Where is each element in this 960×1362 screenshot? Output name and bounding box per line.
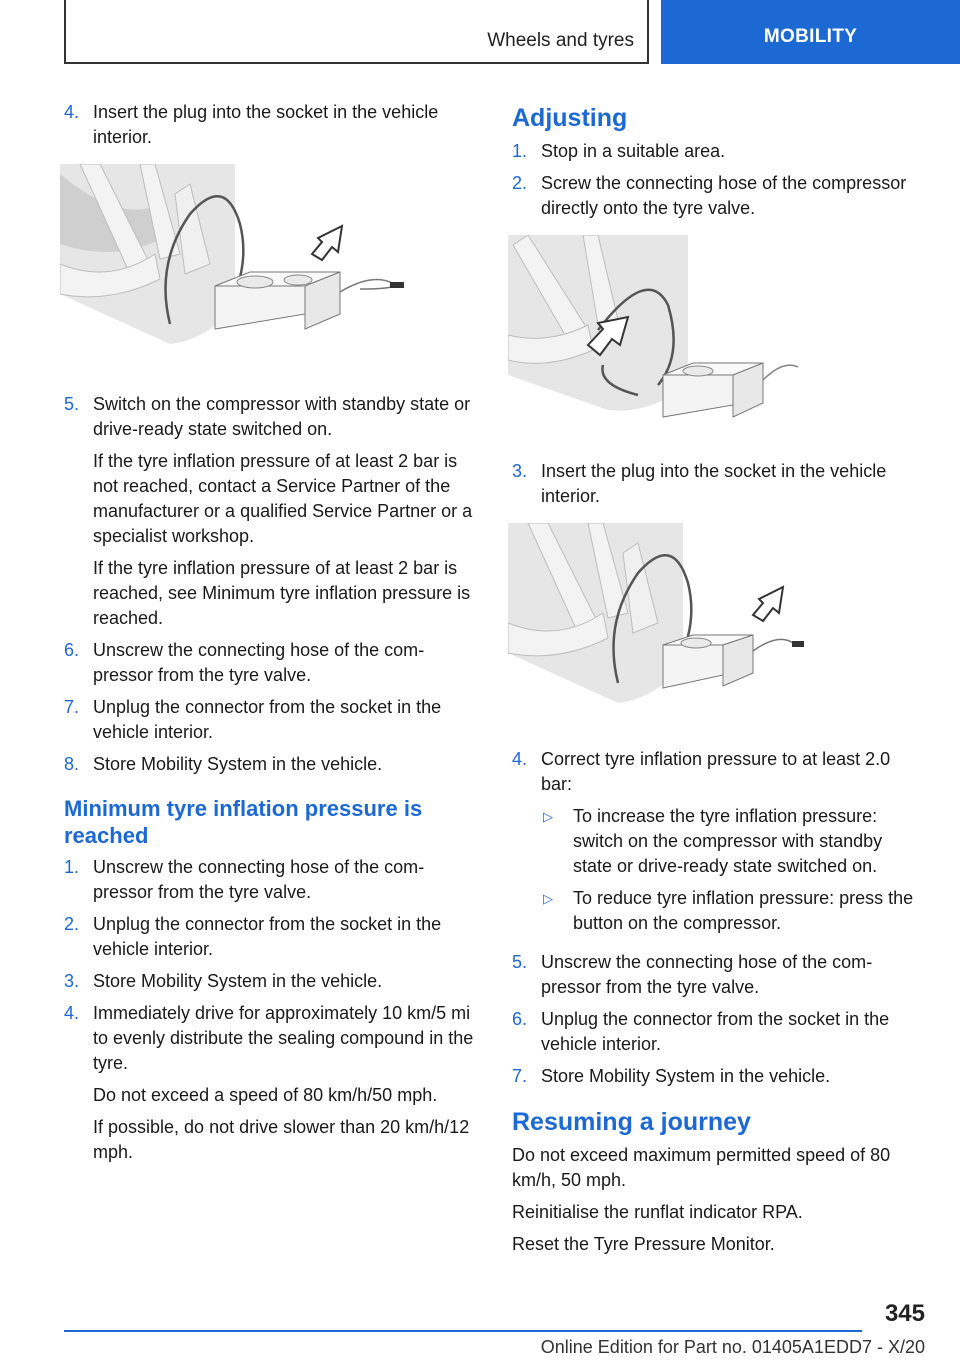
triangle-bullet-icon: ▷: [543, 891, 553, 906]
step-item: [64, 392, 478, 631]
step-number: 2.: [64, 914, 80, 934]
step-number: 7.: [512, 1066, 528, 1086]
step-number: 4.: [512, 749, 528, 769]
step-item: [64, 100, 478, 150]
step-item: [64, 752, 478, 777]
step-item: [512, 747, 920, 943]
step-note: If possible, do not drive slower than 20 km/h/12 mph.: [93, 1117, 470, 1162]
step-number: 3.: [64, 971, 80, 991]
step-number: 6.: [512, 1009, 528, 1029]
step-number: 5.: [64, 394, 80, 414]
step-note: Do not exceed a speed of 80 km/h/50 mph.: [93, 1085, 438, 1105]
step-text: Insert the plug into the socket in the vehicle interior.: [541, 461, 887, 506]
step-note: If the tyre inflation pressure of at least 2 bar is not reached, contact a Service Partner of the manufacturer or a qualified Service Partner or a specialist workshop.: [93, 451, 473, 546]
step-number: 1.: [64, 857, 80, 877]
section-heading-adjusting: Adjusting: [512, 104, 628, 132]
page-number: 345: [884, 1300, 925, 1327]
step-number: 7.: [64, 697, 80, 717]
step-item: [64, 855, 478, 905]
footer-edition: Online Edition for Part no. 01405A1EDD7 - X/20: [540, 1337, 925, 1357]
step-text: Screw the connecting hose of the compressor directly onto the tyre valve.: [541, 173, 907, 218]
step-number: 6.: [64, 640, 80, 660]
step-text: Store Mobility System in the vehicle.: [93, 971, 383, 991]
footer-divider: [64, 1330, 862, 1332]
resume-paragraph: Reinitialise the runflat indicator RPA.: [512, 1202, 803, 1222]
step-item: [64, 969, 478, 994]
bullet-item: [541, 886, 920, 936]
step-text: Unscrew the connecting hose of the compressor from the tyre valve.: [541, 952, 873, 997]
compressor-plug-illustration: [508, 523, 808, 723]
resume-paragraph: Reset the Tyre Pressure Monitor.: [512, 1234, 775, 1254]
step-item: [512, 139, 920, 164]
bullet-text: To reduce tyre inflation pressure: press the button on the compressor.: [573, 888, 914, 933]
bullet-item: [541, 804, 920, 879]
step-text: Correct tyre inflation pressure to at least 2.0 bar:: [541, 749, 891, 794]
step-text: Unscrew the connecting hose of the compressor from the tyre valve.: [93, 857, 425, 902]
step-text: Unplug the connector from the socket in the vehicle interior.: [541, 1009, 890, 1054]
hose-valve-illustration: [508, 235, 808, 435]
step-text: Unplug the connector from the socket in the vehicle interior.: [93, 914, 442, 959]
step-note: If the tyre inflation pressure of at least 2 bar is reached, see Minimum tyre inflation pressure is reached.: [93, 558, 471, 628]
step-number: 5.: [512, 952, 528, 972]
step-number: 4.: [64, 102, 80, 122]
step-text: Immediately drive for approximately 10 km/5 mi to evenly distribute the sealing compound in the tyre.: [93, 1003, 474, 1073]
chapter-title: MOBILITY: [763, 26, 858, 47]
compressor-plug-illustration: [60, 164, 474, 364]
step-text: Unplug the connector from the socket in the vehicle interior.: [93, 697, 442, 742]
step-item: [64, 695, 478, 745]
step-number: 4.: [64, 1003, 80, 1023]
step-number: 2.: [512, 173, 528, 193]
step-item: [512, 459, 920, 509]
step-text: Store Mobility System in the vehicle.: [93, 754, 383, 774]
triangle-bullet-icon: ▷: [543, 809, 553, 824]
step-text: Stop in a suitable area.: [541, 141, 726, 161]
section-heading-resuming: Resuming a journey: [512, 1108, 751, 1136]
bullet-text: To increase the tyre inflation pressure: switch on the compressor with standby state or drive-ready state switched on.: [573, 806, 883, 876]
step-item: [64, 1001, 478, 1165]
step-item: [64, 912, 478, 962]
section-title: Wheels and tyres: [487, 30, 634, 51]
step-item: [512, 1064, 920, 1089]
left-column: [64, 100, 478, 1172]
right-column: [512, 100, 920, 1264]
step-text: Unscrew the connecting hose of the compressor from the tyre valve.: [93, 640, 425, 685]
section-heading-minimum-pressure: Minimum tyre inflation pressure is reached: [64, 796, 423, 848]
step-number: 8.: [64, 754, 80, 774]
step-text: Insert the plug into the socket in the vehicle interior.: [93, 102, 439, 147]
resume-paragraph: Do not exceed maximum permitted speed of 80 km/h, 50 mph.: [512, 1145, 891, 1190]
step-item: [64, 638, 478, 688]
step-item: [512, 1007, 920, 1057]
step-text: Switch on the compressor with standby state or drive-ready state switched on.: [93, 394, 471, 439]
chapter-tab: [661, 0, 960, 64]
step-number: 1.: [512, 141, 528, 161]
step-item: [512, 950, 920, 1000]
step-number: 3.: [512, 461, 528, 481]
step-text: Store Mobility System in the vehicle.: [541, 1066, 831, 1086]
step-item: [512, 171, 920, 221]
